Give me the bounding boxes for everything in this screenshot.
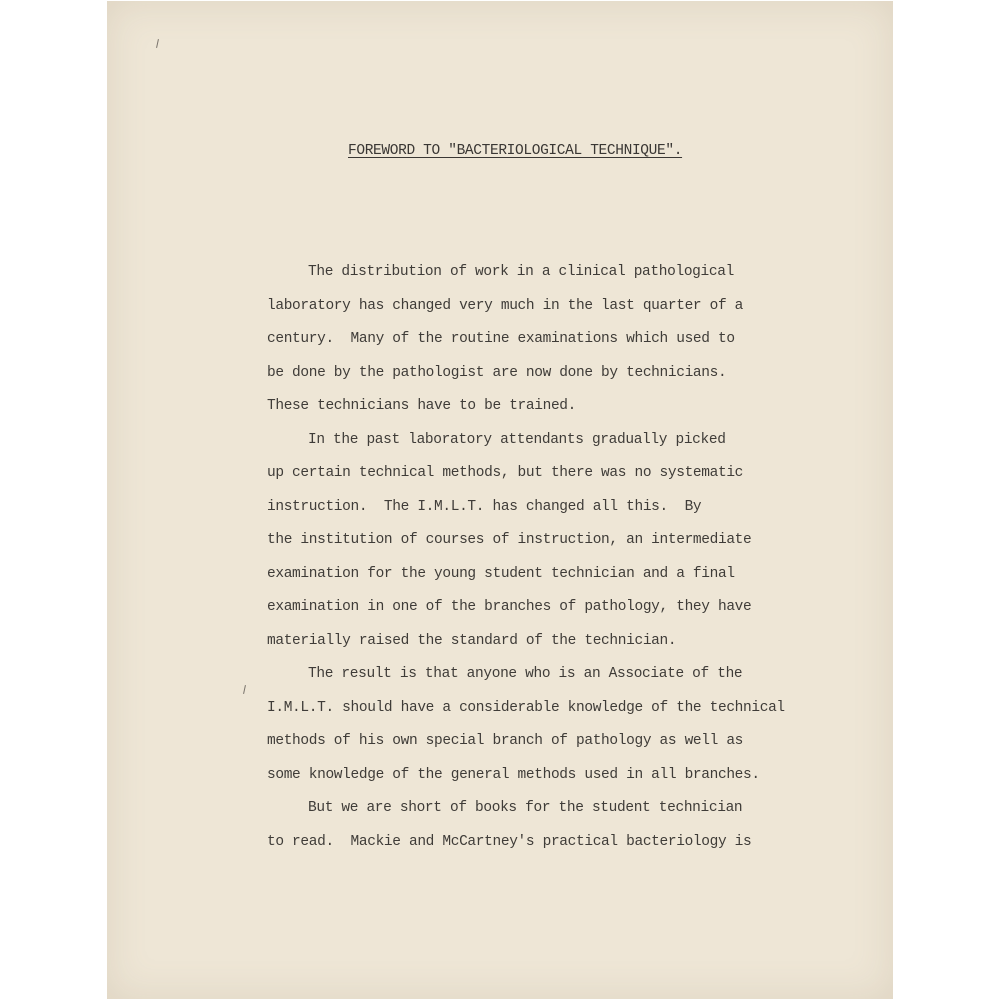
text-line: up certain technical methods, but there was no systematic	[267, 465, 744, 481]
text-line: examination in one of the branches of pathology, they have	[267, 599, 752, 615]
page-title: FOREWORD TO "BACTERIOLOGICAL TECHNIQUE".	[348, 143, 683, 159]
paper-speck	[156, 39, 159, 48]
text-line: laboratory has changed very much in the last quarter of a	[267, 297, 744, 314]
text-line: In the past laboratory attendants gradually picked	[308, 431, 726, 448]
text-line: examination for the young student technician and a final	[267, 565, 735, 582]
text-line: But we are short of books for the student technician	[308, 800, 743, 816]
text-line: be done by the pathologist are now done by technicians.	[267, 364, 727, 381]
text-line: materially raised the standard of the technician.	[267, 632, 677, 649]
typed-page	[107, 1, 893, 999]
paper-speck	[243, 685, 246, 694]
text-line: The result is that anyone who is an Associate of the	[308, 666, 743, 682]
text-line: I.M.L.T. should have a considerable knowledge of the technical	[267, 699, 785, 716]
text-line: instruction. The I.M.L.T. has changed all this. By	[267, 498, 702, 515]
text-line: to read. Mackie and McCartney's practical bacteriology is	[267, 833, 752, 850]
body-text	[267, 258, 867, 861]
text-line: the institution of courses of instruction, an intermediate	[267, 532, 752, 548]
text-line: some knowledge of the general methods used in all branches.	[267, 766, 760, 783]
text-line: methods of his own special branch of pathology as well as	[267, 733, 744, 749]
text-line: century. Many of the routine examinations which used to	[267, 331, 735, 347]
text-line: The distribution of work in a clinical pathological	[308, 264, 734, 280]
text-line: These technicians have to be trained.	[267, 398, 577, 414]
